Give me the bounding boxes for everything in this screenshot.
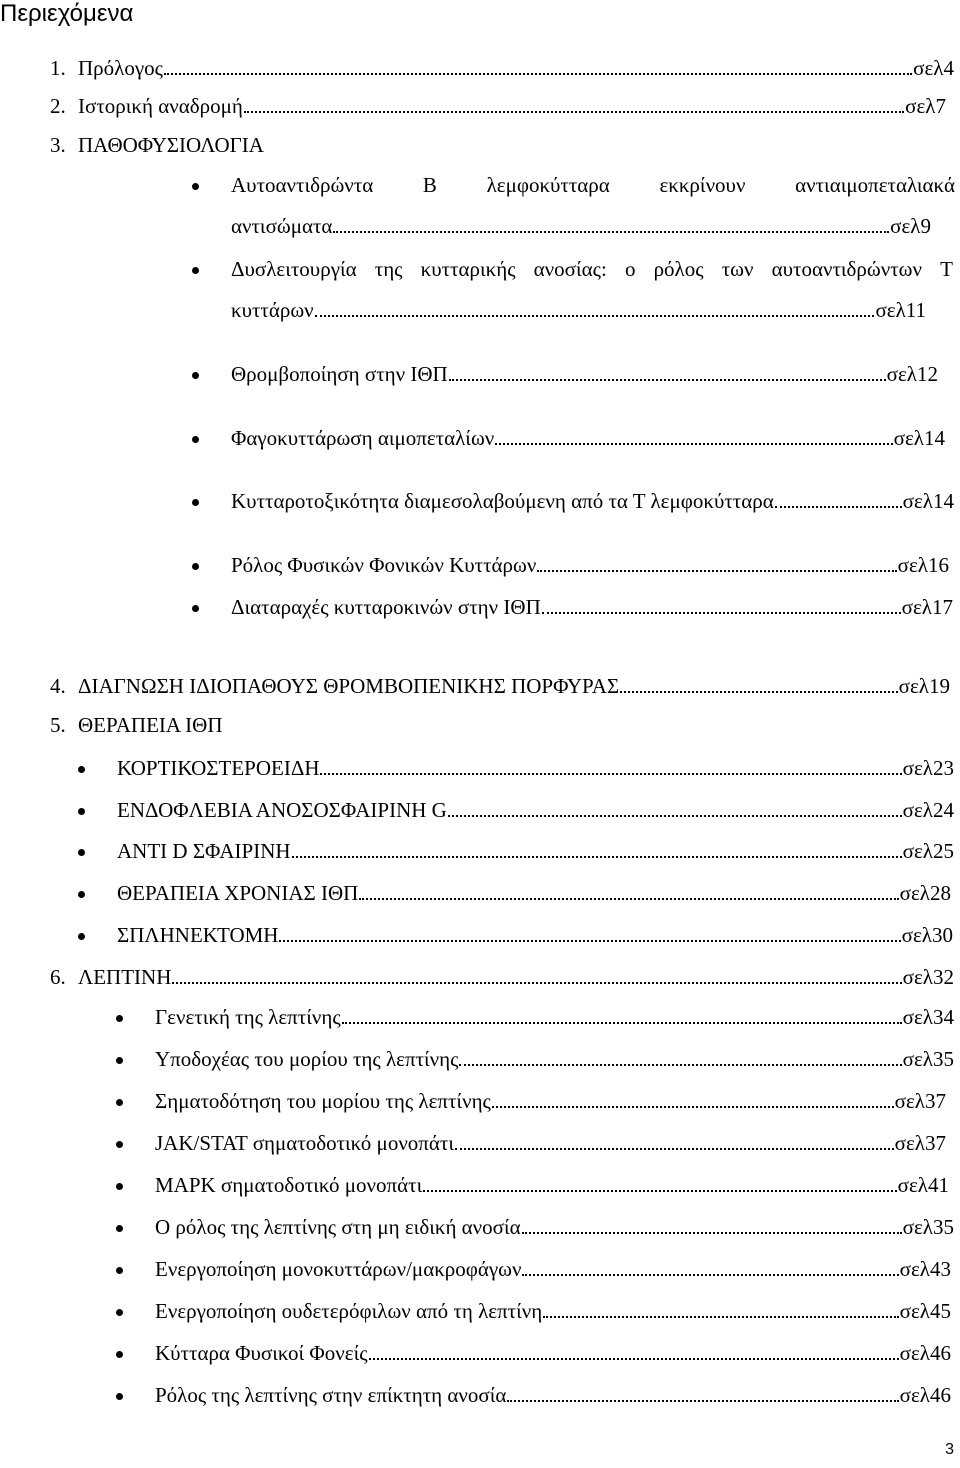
toc-entry-leptin-genetics[interactable]: [155, 1004, 954, 1030]
toc-entry-label: Διαταραχές κυτταροκινών στην ΙΘΠ: [231, 595, 541, 619]
toc-entry-page: σελ46: [899, 1383, 951, 1407]
word: αυτοαντιδρώντων: [771, 257, 922, 281]
dot-leader: [507, 1400, 898, 1402]
toc-entry-label: Κυτταροτοξικότητα διαμεσολαβούμενη από τα Τ λεμφοκύτταρα: [231, 489, 774, 513]
dot-leader: [455, 1148, 894, 1150]
toc-entry-page: σελ30: [901, 923, 953, 947]
toc-entry-monocyte-activation[interactable]: [155, 1256, 951, 1282]
dot-leader: [164, 73, 912, 75]
word: εκκρίνουν: [659, 173, 746, 197]
toc-entry-page: σελ37: [894, 1089, 946, 1113]
word: κυτταρικής: [420, 257, 516, 281]
toc-entry-label: Θρομβοποίηση στην ΙΘΠ: [231, 362, 448, 386]
toc-entry-label: ΕΝΔΟΦΛΕΒΙΑ ΑΝΟΣΟΣΦΑΙΡΙΝΗ G: [117, 798, 447, 822]
bullet-icon: [78, 849, 85, 856]
bullet-icon: [192, 605, 199, 612]
toc-entry-page: σελ11: [875, 298, 926, 322]
page-number: 3: [945, 1441, 954, 1458]
toc-entry-jak-stat[interactable]: [155, 1130, 946, 1156]
dot-leader: [543, 1316, 898, 1318]
toc-entry-label: ΔΙΑΓΝΩΣΗ ΙΔΙΟΠΑΘΟΥΣ ΘΡΟΜΒΟΠΕΝΙΚΗΣ ΠΟΡΦΥΡΑΣ: [78, 674, 620, 698]
toc-entry-autoreactive-b-line2[interactable]: [231, 213, 931, 239]
toc-entry-label: Κύτταρα Φυσικοί Φονείς: [155, 1341, 368, 1365]
word: λεμφοκύτταρα: [486, 173, 610, 197]
bullet-icon: [116, 1309, 123, 1316]
bullet-icon: [192, 499, 199, 506]
toc-entry-nk-cells-role[interactable]: [231, 552, 949, 578]
toc-entry-t-cell-cytotoxicity[interactable]: [231, 488, 954, 514]
section-1-number: 1.: [50, 56, 66, 80]
toc-entry-label: Υποδοχέας του μορίου της λεπτίνης: [155, 1047, 459, 1071]
page-title: Περιεχόμενα: [0, 0, 134, 27]
dot-leader: [492, 1106, 894, 1108]
dot-leader: [620, 691, 897, 693]
toc-entry-page: σελ4: [913, 56, 954, 80]
dot-leader: [359, 898, 898, 900]
word: ρόλος: [653, 257, 704, 281]
toc-entry-leptin-receptor[interactable]: [155, 1046, 954, 1072]
toc-entry-page: σελ37: [894, 1131, 946, 1155]
bullet-icon: [192, 267, 199, 274]
dot-leader: [459, 1064, 901, 1066]
toc-entry-cellular-immunity-line1[interactable]: [231, 256, 953, 282]
toc-entry-page: σελ25: [902, 839, 954, 863]
toc-entry-page: σελ19: [898, 674, 950, 698]
toc-entry-section-6[interactable]: [78, 964, 954, 990]
toc-entry-label: ΣΠΛΗΝΕΚΤΟΜΗ: [117, 923, 279, 947]
bullet-icon: [116, 1183, 123, 1190]
toc-entry-page: σελ41: [897, 1173, 949, 1197]
toc-entry-page: σελ23: [902, 756, 954, 780]
dot-leader: [369, 1358, 899, 1360]
toc-entry-label: κυττάρων: [231, 298, 314, 322]
toc-entry-label: Ιστορική αναδρομή: [78, 94, 243, 118]
dot-leader: [315, 315, 875, 317]
toc-entry-platelet-phagocytosis[interactable]: [231, 425, 945, 451]
toc-entry-label: Πρόλογος: [78, 56, 163, 80]
toc-entry-label: Σηματοδότηση του μορίου της λεπτίνης: [155, 1089, 491, 1113]
bullet-icon: [192, 436, 199, 443]
dot-leader: [448, 815, 902, 817]
toc-entry-page: σελ32: [902, 965, 954, 989]
toc-entry-adaptive-immunity[interactable]: [155, 1382, 951, 1408]
dot-leader: [537, 570, 896, 572]
toc-entry-page: σελ46: [899, 1341, 951, 1365]
toc-entry-label: Ρόλος Φυσικών Φονικών Κυττάρων: [231, 553, 537, 577]
word: ανοσίας:: [533, 257, 607, 281]
dot-leader: [522, 1274, 898, 1276]
word: της: [374, 257, 403, 281]
bullet-icon: [192, 563, 199, 570]
toc-entry-page: σελ16: [897, 553, 949, 577]
toc-entry-corticosteroids[interactable]: [117, 755, 954, 781]
word: Τ: [940, 257, 953, 281]
toc-entry-label: Ο ρόλος της λεπτίνης στη μη ειδική ανοσία: [155, 1215, 521, 1239]
bullet-icon: [78, 933, 85, 940]
toc-entry-page: σελ28: [899, 881, 951, 905]
section-3-number: 3.: [50, 133, 66, 157]
toc-entry-page: σελ14: [902, 489, 954, 513]
section-5-number: 5.: [50, 713, 66, 737]
toc-entry-neutrophil-activation[interactable]: [155, 1298, 951, 1324]
dot-leader: [292, 856, 902, 858]
section-6-number: 6.: [50, 965, 66, 989]
toc-entry-label: Ρόλος της λεπτίνης στην επίκτητη ανοσία: [155, 1383, 507, 1407]
toc-entry-natural-killers[interactable]: [155, 1340, 951, 1366]
bullet-icon: [116, 1393, 123, 1400]
toc-entry-page: σελ9: [890, 214, 931, 238]
toc-entry-label: Ενεργοποίηση ουδετερόφιλων από τη λεπτίνη: [155, 1299, 543, 1323]
toc-entry-page: σελ43: [899, 1257, 951, 1281]
toc-entry-page: σελ14: [893, 426, 945, 450]
toc-entry-section-2[interactable]: [78, 93, 946, 119]
toc-entry-innate-immunity[interactable]: [155, 1214, 954, 1240]
toc-entry-label: MAPK σηματοδοτικό μονοπάτι: [155, 1173, 423, 1197]
dot-leader: [342, 1022, 902, 1024]
toc-entry-chronic-itp[interactable]: [117, 880, 951, 906]
bullet-icon: [192, 372, 199, 379]
toc-entry-label: αντισώματα: [231, 214, 333, 238]
toc-entry-label: ΘΕΡΑΠΕΙΑ ΧΡΟΝΙΑΣ ΙΘΠ: [117, 881, 359, 905]
section-5-heading: ΘΕΡΑΠΕΙΑ ΙΘΠ: [78, 713, 223, 737]
toc-entry-page: σελ35: [902, 1047, 954, 1071]
dot-leader: [172, 982, 901, 984]
toc-entry-label: ΛΕΠΤΙΝΗ: [78, 965, 172, 989]
toc-entry-page: σελ7: [905, 94, 946, 118]
toc-entry-page: σελ45: [899, 1299, 951, 1323]
toc-entry-anti-d[interactable]: [117, 838, 954, 864]
bullet-icon: [116, 1015, 123, 1022]
toc-entry-label: Γενετική της λεπτίνης: [155, 1005, 341, 1029]
toc-entry-label: Ενεργοποίηση μονοκυττάρων/μακροφάγων: [155, 1257, 522, 1281]
bullet-icon: [116, 1099, 123, 1106]
toc-entry-label: Φαγοκυττάρωση αιμοπεταλίων: [231, 426, 495, 450]
word: Β: [422, 173, 437, 197]
dot-leader: [775, 506, 902, 508]
toc-entry-page: σελ12: [886, 362, 938, 386]
section-4-number: 4.: [50, 674, 66, 698]
toc-entry-leptin-signaling[interactable]: [155, 1088, 946, 1114]
section-2-number: 2.: [50, 94, 66, 118]
bullet-icon: [116, 1225, 123, 1232]
toc-entry-thrombopoiesis[interactable]: [231, 361, 938, 387]
dot-leader: [320, 773, 901, 775]
toc-entry-page: σελ17: [901, 595, 953, 619]
toc-entry-page: σελ24: [902, 798, 954, 822]
dot-leader: [542, 612, 901, 614]
section-3-heading: ΠΑΘΟΦΥΣΙΟΛΟΓΙΑ: [78, 133, 264, 157]
bullet-icon: [116, 1141, 123, 1148]
word: ο: [624, 257, 636, 281]
dot-leader: [423, 1190, 896, 1192]
word: Δυσλειτουργία: [231, 257, 357, 281]
toc-entry-label: ΚΟΡΤΙΚΟΣΤΕΡΟΕΙΔΗ: [117, 756, 320, 780]
dot-leader: [522, 1232, 902, 1234]
dot-leader: [333, 231, 889, 233]
toc-entry-page: σελ34: [902, 1005, 954, 1029]
bullet-icon: [116, 1057, 123, 1064]
toc-entry-label: ΑΝΤΙ D ΣΦΑΙΡΙΝΗ: [117, 839, 291, 863]
toc-entry-ivig[interactable]: [117, 797, 954, 823]
word: των: [721, 257, 754, 281]
toc-entry-splenectomy[interactable]: [117, 922, 953, 948]
dot-leader: [244, 111, 904, 113]
toc-entry-cellular-immunity-line2[interactable]: [231, 297, 926, 323]
bullet-icon: [78, 891, 85, 898]
toc-entry-section-1[interactable]: [78, 55, 954, 81]
toc-entry-section-4[interactable]: [78, 673, 950, 699]
toc-entry-page: σελ35: [902, 1215, 954, 1239]
toc-entry-autoreactive-b-line1[interactable]: [231, 172, 955, 198]
word: αντιαιμοπεταλιακά: [795, 173, 955, 197]
word: Αυτοαντιδρώντα: [231, 173, 374, 197]
toc-entry-label: JAK/STAT σηματοδοτικό μονοπάτι: [155, 1131, 455, 1155]
bullet-icon: [116, 1351, 123, 1358]
dot-leader: [449, 379, 886, 381]
dot-leader: [279, 940, 900, 942]
bullet-icon: [116, 1267, 123, 1274]
toc-entry-mapk[interactable]: [155, 1172, 949, 1198]
bullet-icon: [78, 808, 85, 815]
toc-entry-cytokine-disorders[interactable]: [231, 594, 953, 620]
bullet-icon: [78, 766, 85, 773]
dot-leader: [495, 443, 892, 445]
bullet-icon: [192, 183, 199, 190]
